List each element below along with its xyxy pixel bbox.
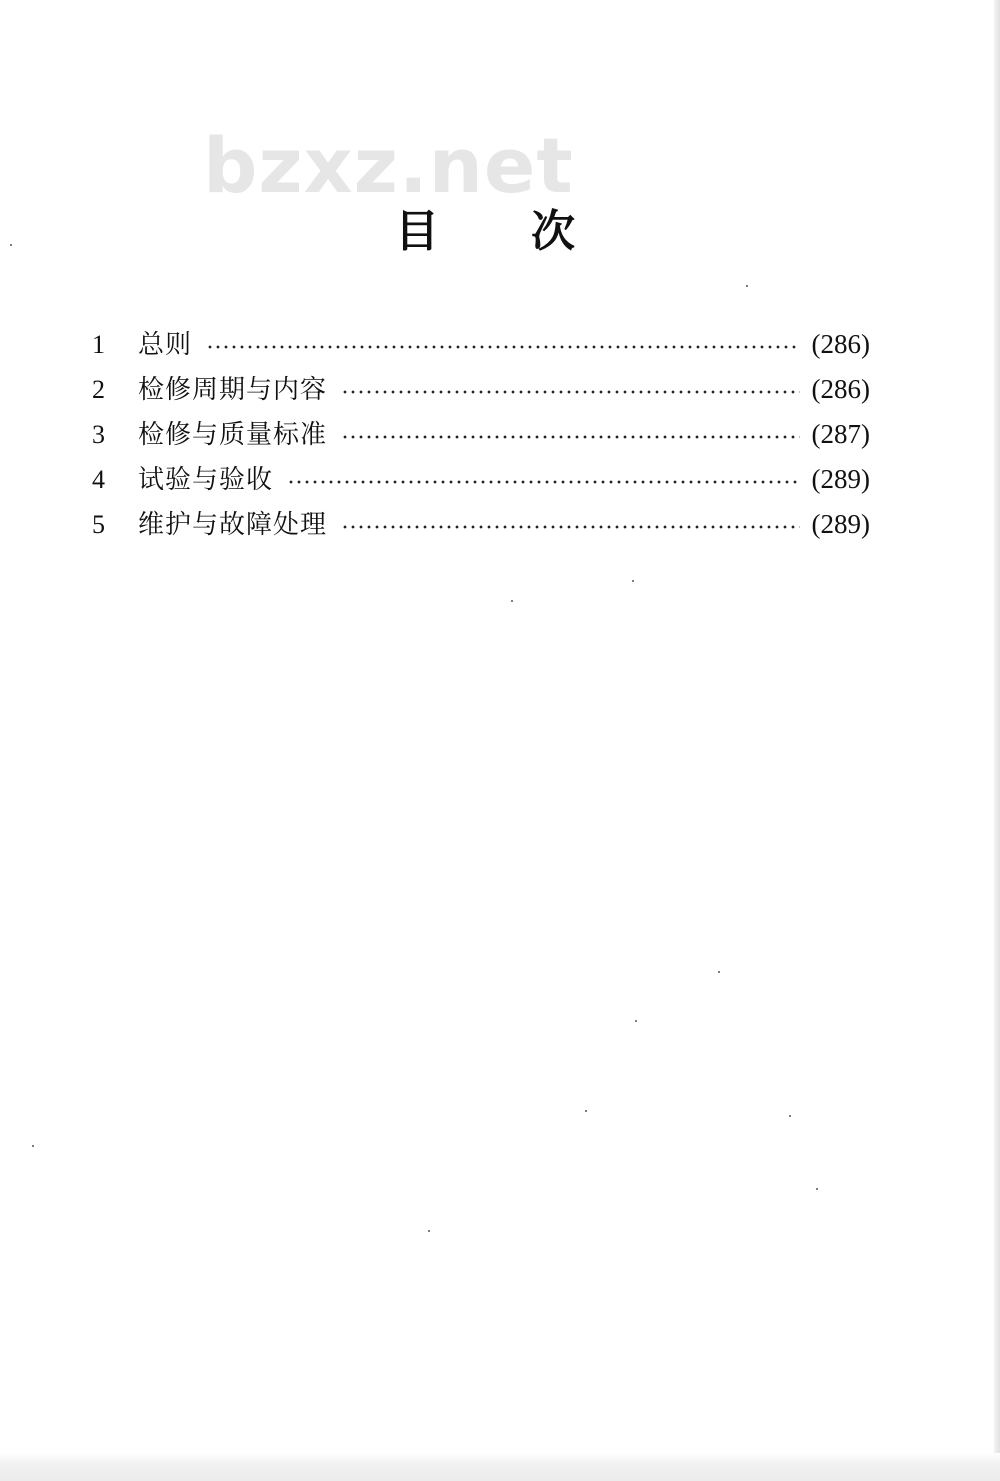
toc-entry-page: (289) [811,464,870,494]
scan-speck [428,1230,430,1232]
toc-entry-label: 试验与验收 [138,465,274,495]
toc-entry-number: 1 [92,330,105,359]
toc-entry-label: 总则 [138,330,193,360]
table-of-contents [92,322,870,547]
toc-entry-number: 4 [92,465,105,494]
toc-entry-page: (289) [811,509,870,539]
toc-entry-label: 维护与故障处理 [138,510,328,540]
dot-leader [341,435,800,439]
scan-speck [718,971,720,973]
toc-entry-label: 检修周期与内容 [138,375,328,405]
toc-entry-number: 2 [92,375,105,404]
scan-speck [10,244,12,246]
toc-entry[interactable] [92,412,870,457]
toc-entry-page: (286) [811,329,870,359]
toc-entry[interactable] [92,367,870,412]
dot-leader [287,480,800,484]
scan-speck [816,1188,818,1190]
scan-speck [32,1145,34,1147]
toc-entry[interactable] [92,457,870,502]
page-bottom-shadow [0,1453,1000,1481]
scan-speck [635,1020,637,1022]
toc-entry-number: 5 [92,510,105,539]
dot-leader [341,525,800,529]
dot-leader [206,345,800,349]
page-edge-shadow [994,0,1000,1481]
scan-speck [585,1110,587,1112]
toc-entry-page: (286) [811,374,870,404]
scan-speck [632,580,634,582]
title-char-1: 目 [395,206,439,257]
dot-leader [341,390,800,394]
watermark-logo: bzxz.net [203,121,574,210]
title-char-2: 次 [531,206,575,257]
scan-speck [511,600,513,602]
toc-entry-page: (287) [811,419,870,449]
scan-speck [746,285,748,287]
toc-entry-number: 3 [92,420,105,449]
toc-entry[interactable] [92,322,870,367]
toc-entry[interactable] [92,502,870,547]
toc-entry-label: 检修与质量标准 [138,420,328,450]
page-title [395,206,575,258]
scan-speck [789,1115,791,1117]
